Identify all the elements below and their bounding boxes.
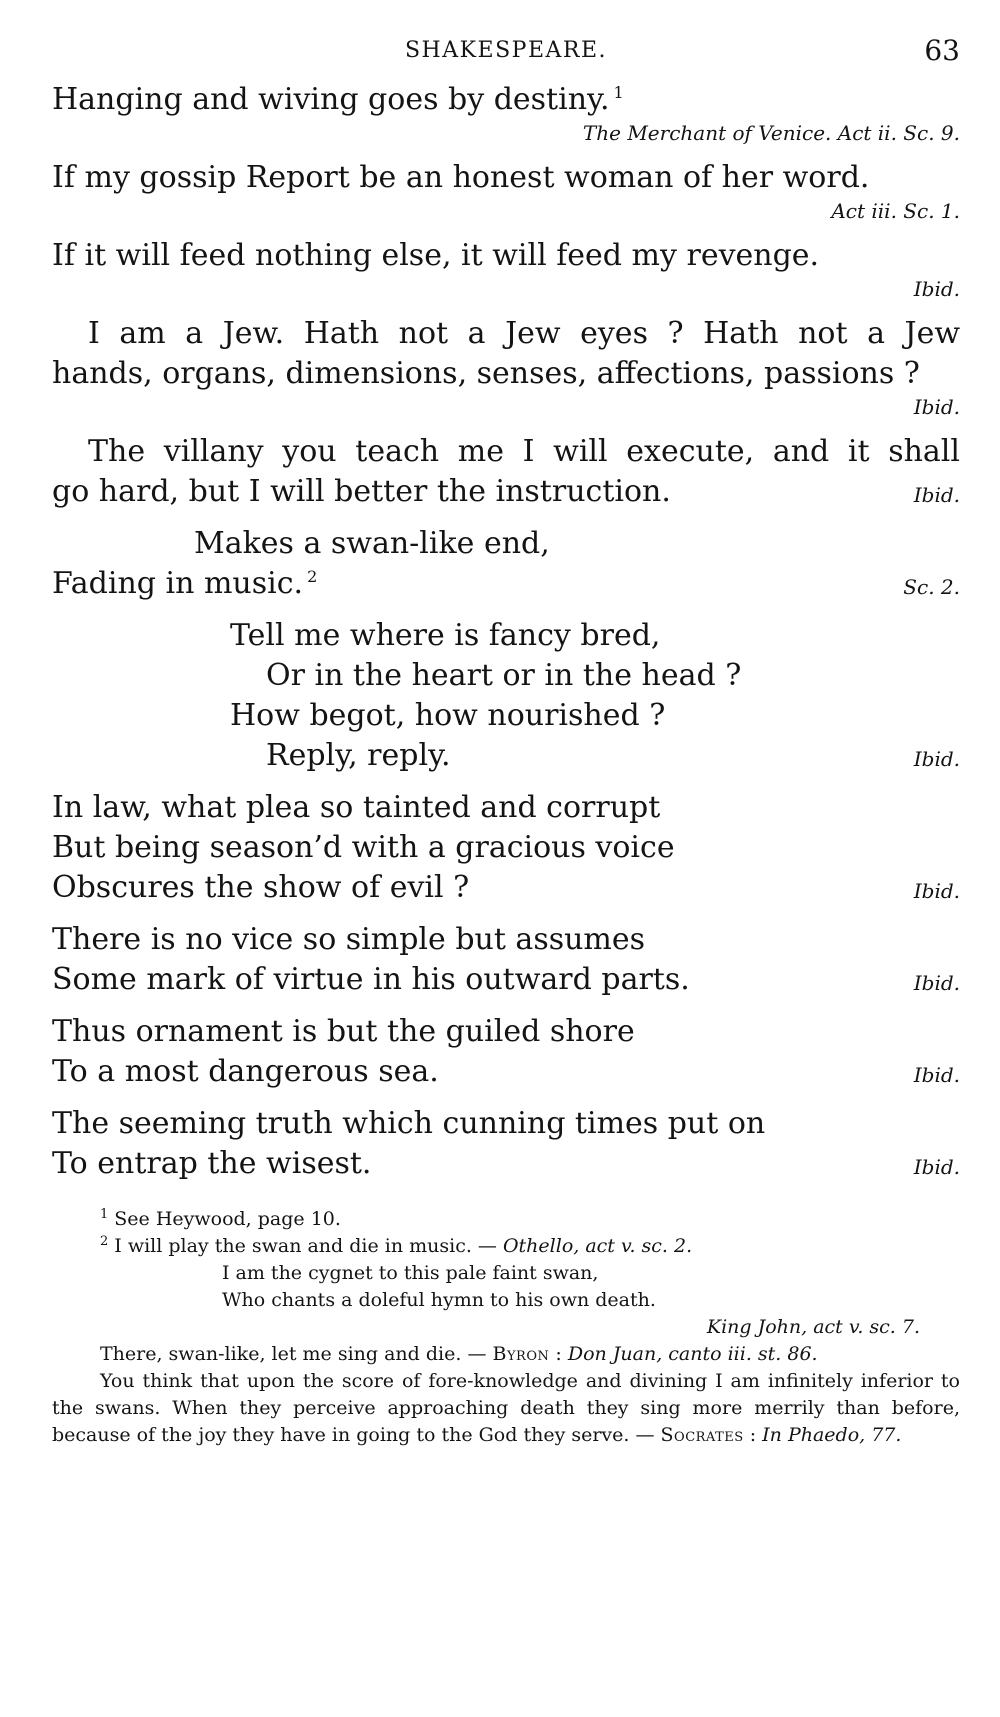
quote-source: Ibid. (913, 277, 960, 301)
book-page (52, 30, 960, 1690)
quote-line: Fading in music. $^2$ Sc. 2. (52, 566, 960, 601)
page-header (52, 30, 960, 80)
quote-line: Obscures the show of evil ? Ibid. (52, 870, 960, 905)
footnote-2: $^2$ I will play the swan and die in music. — Othello, act v. sc. 2. (100, 1233, 693, 1257)
page-number: 63 (924, 34, 960, 67)
quote-line: go hard, but I will better the instruction. Ibid. (52, 474, 960, 509)
footnote-citation: Othello, act v. sc. 2. (502, 1235, 693, 1257)
quote-line: Or in the heart or in the head ? (266, 658, 742, 693)
footnote-ref: 2 (307, 567, 318, 586)
footnote-ref: 1 (613, 83, 624, 102)
quote-source: Sc. 2. (903, 575, 960, 599)
quote-source: Act iii. Sc. 1. (831, 199, 960, 223)
quote-source: Ibid. (913, 879, 960, 903)
footnote-citation: Don Juan, canto iii. st. 86. (567, 1343, 818, 1365)
quote-line: If it will feed nothing else, it will feed my revenge. (52, 238, 820, 273)
footnote-verse-line: I am the cygnet to this pale faint swan, (222, 1262, 599, 1284)
quote-line: But being season’d with a gracious voice (52, 830, 675, 865)
quote-line: hands, organs, dimensions, senses, affections, passions ? (52, 356, 920, 391)
quote-source: Ibid. (913, 1155, 960, 1179)
quote-source: Ibid. (913, 1063, 960, 1087)
quote-block (52, 788, 960, 908)
quote-block (52, 1012, 960, 1092)
footnote-citation: King John, act v. sc. 7. (706, 1316, 920, 1338)
footnote-citation: In Phaedo, 77. (762, 1424, 902, 1446)
quote-block (52, 1104, 960, 1184)
quote-line: Makes a swan-like end, (194, 526, 550, 561)
quote-line: In law, what plea so tainted and corrupt (52, 790, 661, 825)
footnote-author: Byron (492, 1343, 550, 1365)
quote-line: Tell me where is fancy bred, (230, 618, 661, 653)
quote-line: The villany you teach me I will execute, and it shall (88, 434, 960, 469)
quote-line: Thus ornament is but the guiled shore (52, 1014, 635, 1049)
running-title: SHAKESPEARE. (404, 38, 608, 63)
footnote-1: $^1$ See Heywood, page 10. (100, 1206, 341, 1230)
quote-block (52, 158, 960, 224)
quote-block (52, 314, 960, 420)
footnote-paragraph: You think that upon the score of fore-knowledge and divining I am infinitely inferior to the swans. When they perceive approaching death they sing more merrily than before, because of the joy they have in going to the God they serve. — Socrates : In Phaedo, 77. (52, 1370, 960, 1446)
quote-line: The seeming truth which cunning times put on (52, 1106, 766, 1141)
quote-block (52, 616, 960, 776)
footnote-author: Socrates (660, 1424, 744, 1446)
quote-block (52, 524, 960, 604)
quote-line: To entrap the wisest. Ibid. (52, 1146, 960, 1181)
footnote-marker: 1 (100, 1206, 109, 1222)
quote-line: How begot, how nourished ? (230, 698, 666, 733)
quote-block (52, 920, 960, 1000)
footnote-paragraph: There, swan-like, let me sing and die. — Byron : Don Juan, canto iii. st. 86. (100, 1343, 818, 1365)
footnotes (52, 1206, 960, 1449)
quote-line: Some mark of virtue in his outward parts. Ibid. (52, 962, 960, 997)
quote-source: Ibid. (913, 747, 960, 771)
quote-block (52, 236, 960, 302)
quote-block (52, 432, 960, 512)
quote-source: The Merchant of Venice. Act ii. Sc. 9. (582, 121, 960, 145)
quote-line: Reply, reply. Ibid. (266, 738, 960, 773)
quote-line: Hanging and wiving goes by destiny. $^1$ (52, 82, 624, 117)
quote-block (52, 80, 960, 146)
quote-line: To a most dangerous sea. Ibid. (52, 1054, 960, 1089)
quote-source: Ibid. (913, 395, 960, 419)
quote-source: Ibid. (913, 971, 960, 995)
quote-line: There is no vice so simple but assumes (52, 922, 646, 957)
quote-source: Ibid. (913, 483, 960, 507)
quote-line: I am a Jew. Hath not a Jew eyes ? Hath not a Jew (88, 316, 960, 351)
footnote-verse-line: Who chants a doleful hymn to his own death. (222, 1289, 656, 1311)
footnote-marker: 2 (100, 1233, 109, 1249)
quote-line: If my gossip Report be an honest woman of her word. (52, 160, 870, 195)
